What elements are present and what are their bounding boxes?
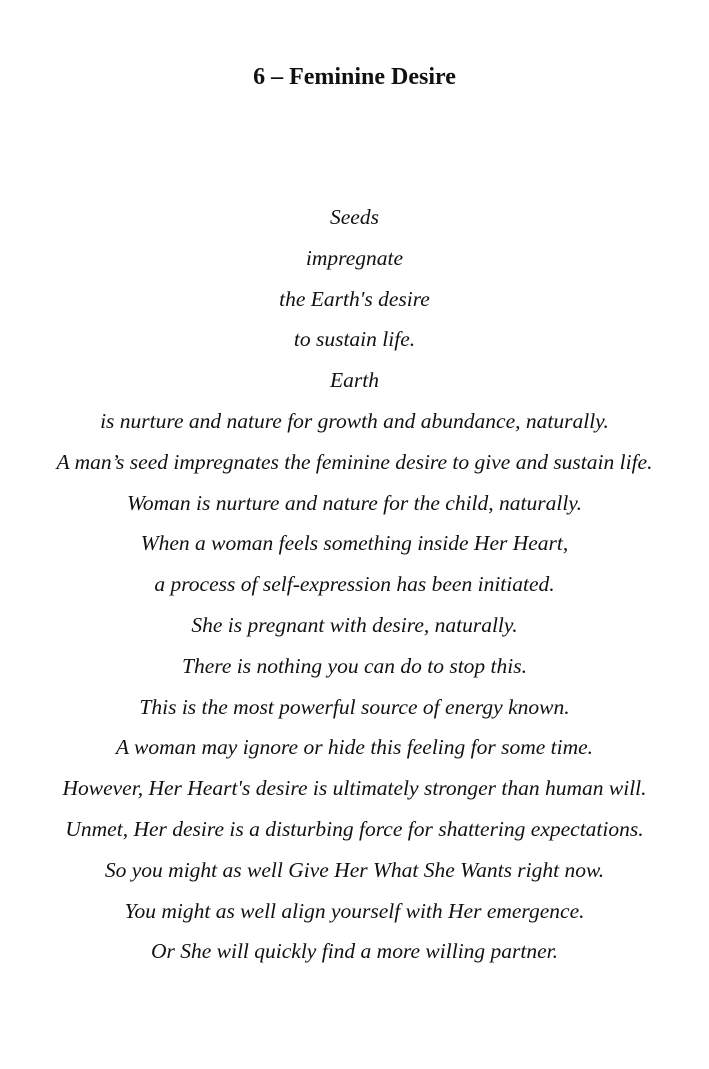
poem-line: However, Her Heart's desire is ultimately stronger than human will. bbox=[62, 776, 647, 801]
poem-line: Unmet, Her desire is a disturbing force for shattering expectations. bbox=[65, 816, 644, 841]
poem bbox=[0, 197, 709, 972]
poem-line: She is pregnant with desire, naturally. bbox=[191, 612, 518, 637]
poem-line: When a woman feels something inside Her Heart, bbox=[140, 531, 569, 556]
poem-line: There is nothing you can do to stop this. bbox=[182, 653, 527, 678]
poem-line: You might as well align yourself with Her emergence. bbox=[124, 898, 585, 923]
poem-line: to sustain life. bbox=[293, 327, 416, 352]
poem-line: A man’s seed impregnates the feminine desire to give and sustain life. bbox=[56, 449, 653, 474]
poem-line: a process of self-expression has been initiated. bbox=[154, 572, 555, 597]
chapter-title: 6 – Feminine Desire bbox=[253, 64, 456, 90]
poem-line: Seeds bbox=[330, 205, 379, 229]
poem-line: the Earth's desire bbox=[279, 286, 430, 311]
poem-line: A woman may ignore or hide this feeling for some time. bbox=[115, 735, 594, 760]
poem-line: is nurture and nature for growth and abundance, naturally. bbox=[100, 408, 609, 433]
poem-line: Earth bbox=[330, 368, 379, 393]
poem-line: Woman is nurture and nature for the child, naturally. bbox=[126, 490, 583, 515]
poem-line: So you might as well Give Her What She Wants right now. bbox=[104, 857, 605, 882]
poem-line: impregnate bbox=[305, 245, 404, 270]
poem-line: This is the most powerful source of energy known. bbox=[139, 694, 570, 719]
poem-line: Or She will quickly find a more willing partner. bbox=[150, 939, 559, 964]
